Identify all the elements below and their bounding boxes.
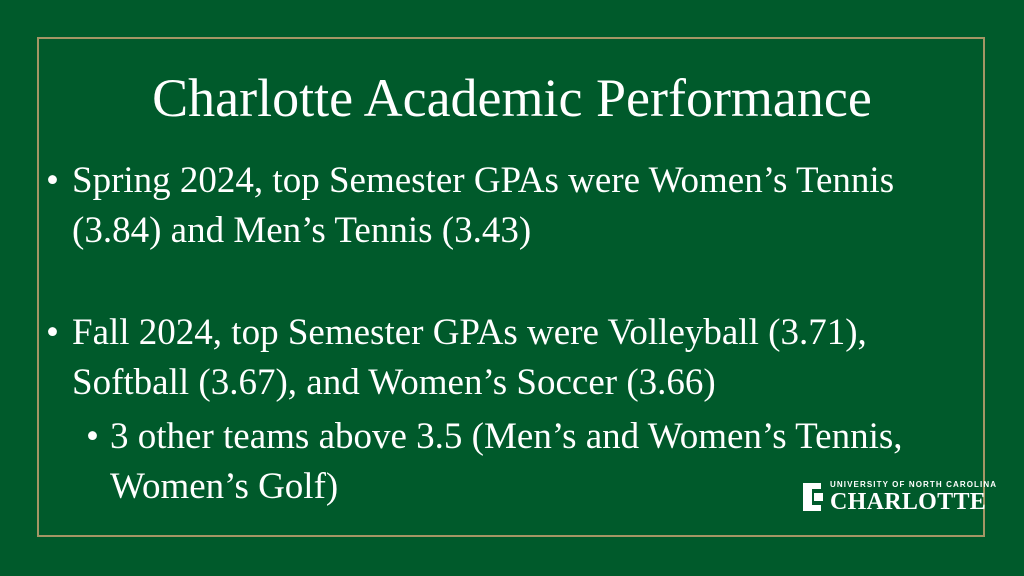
bullet-marker: • [86, 416, 99, 457]
bullet-marker: • [46, 312, 59, 353]
logo-university-text: UNIVERSITY OF NORTH CAROLINA [830, 480, 998, 489]
bullet-marker: • [46, 160, 59, 201]
bullet-fall-2024 [46, 308, 962, 408]
bullet-spring-2024 [46, 156, 952, 256]
slide-title: Charlotte Academic Performance [152, 68, 872, 128]
charlotte-c-mark-icon [800, 477, 826, 517]
logo-charlotte-text: CHARLOTTE [830, 489, 987, 515]
bullet-text: 3 other teams above 3.5 (Men’s and Women’s Tennis, Women’s Golf) [110, 416, 903, 507]
sub-bullet-other-teams [86, 412, 910, 512]
bullet-text: Spring 2024, top Semester GPAs were Women’s Tennis (3.84) and Men’s Tennis (3.43) [72, 160, 895, 251]
bullet-text: Fall 2024, top Semester GPAs were Volleyball (3.71), Softball (3.67), and Women’s Soccer (3.66) [72, 312, 867, 403]
unc-charlotte-logo [800, 475, 998, 519]
